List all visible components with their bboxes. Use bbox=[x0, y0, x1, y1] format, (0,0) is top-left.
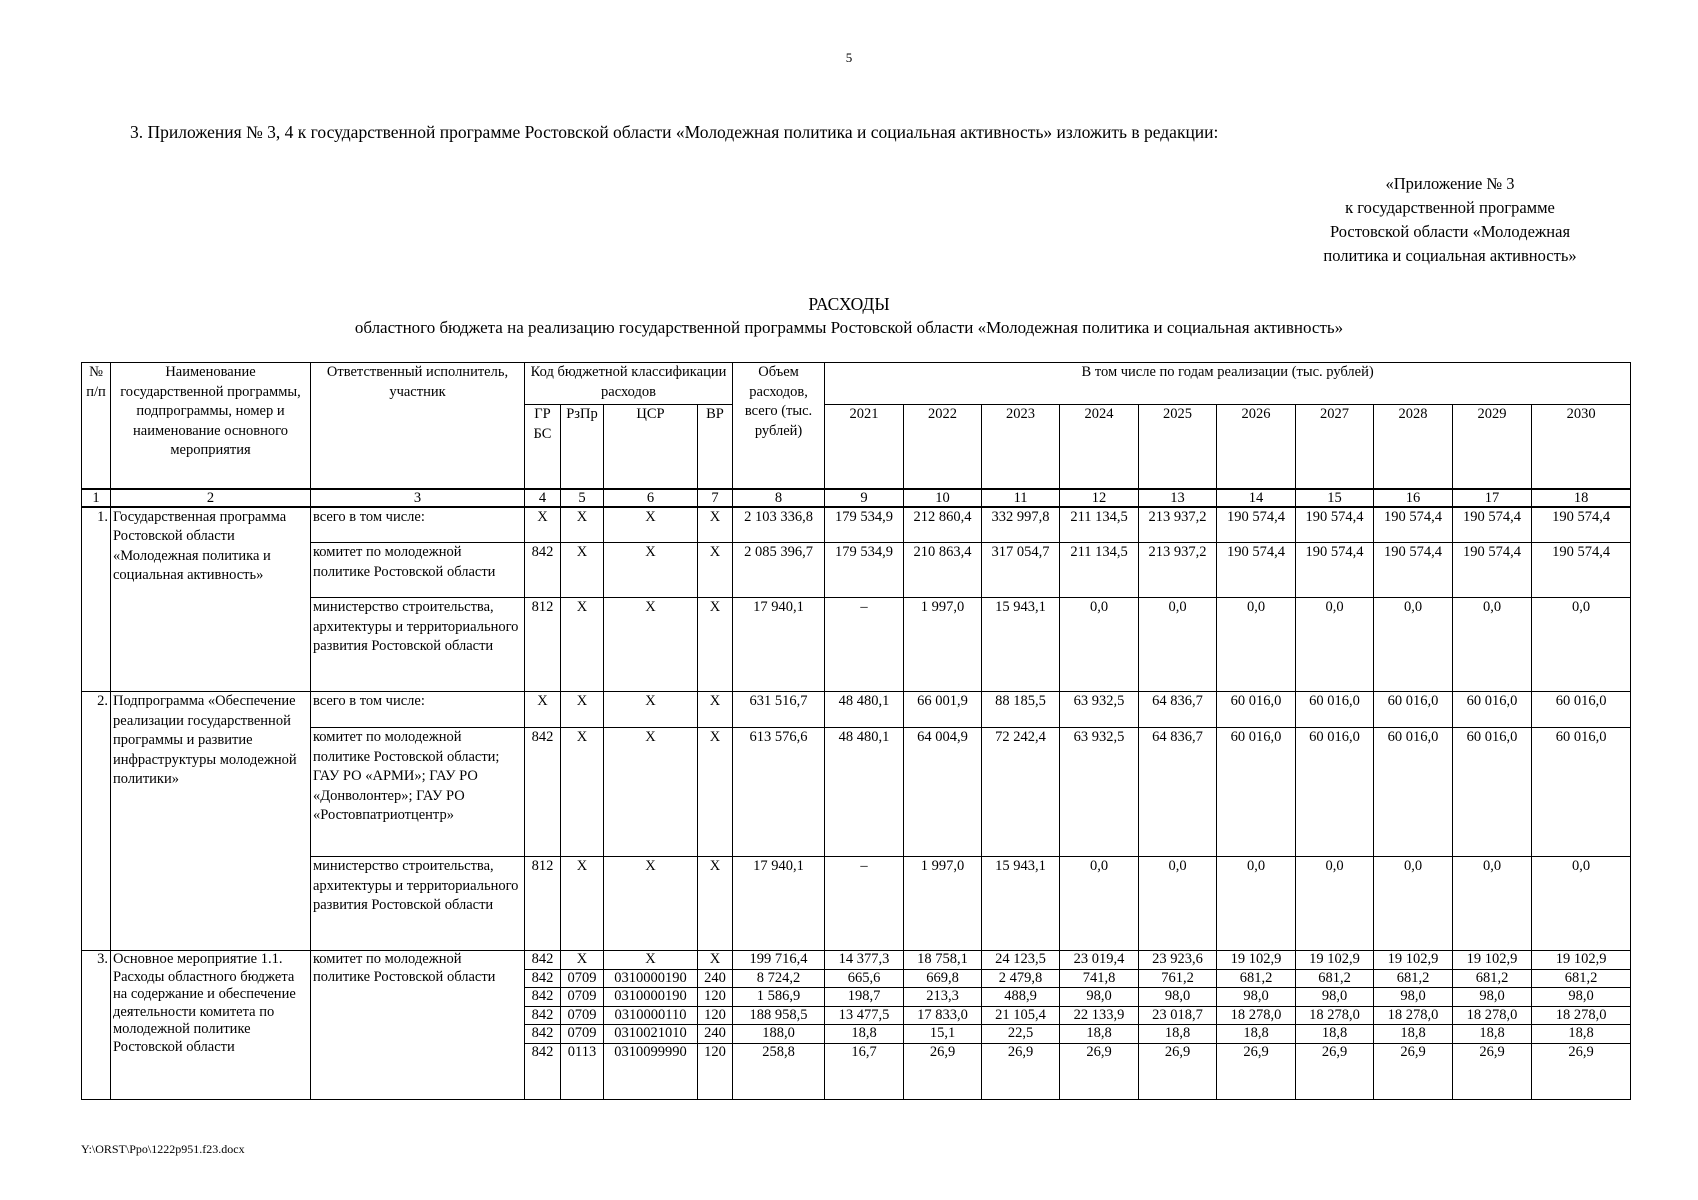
header-rzpr: РзПр bbox=[561, 405, 604, 489]
column-numbers bbox=[82, 489, 1631, 507]
code-csr-cell: 0310000190 bbox=[604, 988, 698, 1007]
year-value-cell: 0,0 bbox=[1139, 598, 1217, 692]
appendix-line: «Приложение № 3 bbox=[1385, 174, 1515, 193]
program-name-cell: Государственная программа Ростовской области «Молодежная политика и социальная активность» bbox=[111, 507, 311, 692]
code-rzpr-cell: Х bbox=[561, 857, 604, 951]
year-value-cell: 190 574,4 bbox=[1296, 543, 1374, 598]
year-value-cell: 26,9 bbox=[982, 1043, 1060, 1099]
year-value-cell: 665,6 bbox=[825, 969, 904, 988]
year-value-cell: 18,8 bbox=[1453, 1025, 1532, 1044]
year-value-cell: 60 016,0 bbox=[1296, 692, 1374, 728]
year-value-cell: 22 133,9 bbox=[1060, 1006, 1139, 1025]
year-value-cell: 179 534,9 bbox=[825, 507, 904, 543]
code-grbs-cell: 842 bbox=[525, 969, 561, 988]
code-rzpr-cell: Х bbox=[561, 598, 604, 692]
year-value-cell: 15 943,1 bbox=[982, 857, 1060, 951]
code-grbs-cell: 842 bbox=[525, 1043, 561, 1099]
year-value-cell: 26,9 bbox=[1060, 1043, 1139, 1099]
budget-table bbox=[81, 362, 1631, 1100]
year-value-cell: 26,9 bbox=[1139, 1043, 1217, 1099]
total-cell: 8 724,2 bbox=[733, 969, 825, 988]
year-value-cell: 190 574,4 bbox=[1532, 543, 1631, 598]
table-row bbox=[82, 951, 1631, 970]
year-value-cell: 98,0 bbox=[1374, 988, 1453, 1007]
year-value-cell: 211 134,5 bbox=[1060, 543, 1139, 598]
table-group-main-event bbox=[82, 951, 1631, 1100]
code-vr-cell: 120 bbox=[698, 988, 733, 1007]
year-value-cell: 60 016,0 bbox=[1453, 692, 1532, 728]
year-value-cell: 63 932,5 bbox=[1060, 728, 1139, 857]
header-vr: ВР bbox=[698, 405, 733, 489]
year-value-cell: 18,8 bbox=[1532, 1025, 1631, 1044]
executor-cell: комитет по молодежной политике Ростовской области; ГАУ РО «АРМИ»; ГАУ РО «Донволонтер»; ГАУ РО «Ростовпатриотцентр» bbox=[311, 728, 525, 857]
year-value-cell: 18 278,0 bbox=[1217, 1006, 1296, 1025]
code-vr-cell: Х bbox=[698, 857, 733, 951]
column-number-cell: 13 bbox=[1139, 489, 1217, 507]
year-value-cell: 179 534,9 bbox=[825, 543, 904, 598]
year-value-cell: 19 102,9 bbox=[1217, 951, 1296, 970]
year-value-cell: 18,8 bbox=[1139, 1025, 1217, 1044]
header-grbs: ГР БС bbox=[525, 405, 561, 489]
code-rzpr-cell: 0709 bbox=[561, 1006, 604, 1025]
code-csr-cell: 0310000190 bbox=[604, 969, 698, 988]
header-years-group: В том числе по годам реализации (тыс. рублей) bbox=[825, 363, 1631, 405]
year-value-cell: 190 574,4 bbox=[1453, 507, 1532, 543]
year-value-cell: 72 242,4 bbox=[982, 728, 1060, 857]
code-csr-cell: 0310099990 bbox=[604, 1043, 698, 1099]
total-cell: 17 940,1 bbox=[733, 598, 825, 692]
year-value-cell: 15,1 bbox=[904, 1025, 982, 1044]
year-value-cell: 98,0 bbox=[1296, 988, 1374, 1007]
year-value-cell: 681,2 bbox=[1296, 969, 1374, 988]
year-value-cell: 0,0 bbox=[1060, 857, 1139, 951]
total-cell: 1 586,9 bbox=[733, 988, 825, 1007]
code-vr-cell: Х bbox=[698, 543, 733, 598]
year-value-cell: 60 016,0 bbox=[1374, 728, 1453, 857]
code-csr-cell: 0310000110 bbox=[604, 1006, 698, 1025]
year-value-cell: 213 937,2 bbox=[1139, 543, 1217, 598]
year-value-cell: 669,8 bbox=[904, 969, 982, 988]
year-value-cell: 198,7 bbox=[825, 988, 904, 1007]
year-value-cell: 210 863,4 bbox=[904, 543, 982, 598]
total-cell: 631 516,7 bbox=[733, 692, 825, 728]
code-grbs-cell: 812 bbox=[525, 857, 561, 951]
year-value-cell: 23 019,4 bbox=[1060, 951, 1139, 970]
column-number-cell: 11 bbox=[982, 489, 1060, 507]
year-value-cell: 681,2 bbox=[1374, 969, 1453, 988]
executor-cell: министерство строительства, архитектуры и территориального развития Ростовской области bbox=[311, 598, 525, 692]
code-grbs-cell: 842 bbox=[525, 1025, 561, 1044]
year-value-cell: 190 574,4 bbox=[1296, 507, 1374, 543]
year-value-cell: 13 477,5 bbox=[825, 1006, 904, 1025]
code-grbs-cell: Х bbox=[525, 507, 561, 543]
table-row bbox=[82, 598, 1631, 692]
column-number-cell: 5 bbox=[561, 489, 604, 507]
code-rzpr-cell: Х bbox=[561, 951, 604, 970]
year-value-cell: 60 016,0 bbox=[1217, 692, 1296, 728]
year-value-cell: 0,0 bbox=[1453, 598, 1532, 692]
header-num: № п/п bbox=[82, 363, 111, 489]
table-header bbox=[82, 363, 1631, 489]
year-value-cell: 0,0 bbox=[1217, 857, 1296, 951]
year-value-cell: 60 016,0 bbox=[1296, 728, 1374, 857]
column-number-cell: 18 bbox=[1532, 489, 1631, 507]
code-vr-cell: Х bbox=[698, 728, 733, 857]
column-number-cell: 7 bbox=[698, 489, 733, 507]
code-grbs-cell: 842 bbox=[525, 543, 561, 598]
code-rzpr-cell: Х bbox=[561, 728, 604, 857]
row-number-cell: 3. bbox=[82, 951, 111, 1100]
year-value-cell: 332 997,8 bbox=[982, 507, 1060, 543]
year-value-cell: 21 105,4 bbox=[982, 1006, 1060, 1025]
column-number-cell: 15 bbox=[1296, 489, 1374, 507]
code-csr-cell: Х bbox=[604, 543, 698, 598]
year-value-cell: 488,9 bbox=[982, 988, 1060, 1007]
year-value-cell: 60 016,0 bbox=[1374, 692, 1453, 728]
column-number-cell: 3 bbox=[311, 489, 525, 507]
code-vr-cell: Х bbox=[698, 692, 733, 728]
year-value-cell: 681,2 bbox=[1453, 969, 1532, 988]
year-value-cell: 18,8 bbox=[825, 1025, 904, 1044]
year-value-cell: 18 278,0 bbox=[1532, 1006, 1631, 1025]
code-rzpr-cell: Х bbox=[561, 507, 604, 543]
code-rzpr-cell: 0113 bbox=[561, 1043, 604, 1099]
row-number-cell: 1. bbox=[82, 507, 111, 692]
year-value-cell: 64 836,7 bbox=[1139, 692, 1217, 728]
total-cell: 188,0 bbox=[733, 1025, 825, 1044]
program-name-cell: Основное мероприятие 1.1. Расходы областного бюджета на содержание и обеспечение деятельности комитета по молодежной политике Ростовской области bbox=[111, 951, 311, 1100]
year-value-cell: 681,2 bbox=[1532, 969, 1631, 988]
year-value-cell: 66 001,9 bbox=[904, 692, 982, 728]
appendix-line: политика и социальная активность» bbox=[1323, 246, 1577, 265]
year-value-cell: 681,2 bbox=[1217, 969, 1296, 988]
total-cell: 258,8 bbox=[733, 1043, 825, 1099]
year-value-cell: 60 016,0 bbox=[1532, 728, 1631, 857]
year-value-cell: 1 997,0 bbox=[904, 598, 982, 692]
year-value-cell: 17 833,0 bbox=[904, 1006, 982, 1025]
code-rzpr-cell: 0709 bbox=[561, 969, 604, 988]
year-value-cell: – bbox=[825, 598, 904, 692]
year-value-cell: 60 016,0 bbox=[1532, 692, 1631, 728]
year-value-cell: 26,9 bbox=[904, 1043, 982, 1099]
code-vr-cell: Х bbox=[698, 507, 733, 543]
header-name: Наименование государственной программы, подпрограммы, номер и наименование основного мероприятия bbox=[111, 363, 311, 489]
year-value-cell: 24 123,5 bbox=[982, 951, 1060, 970]
column-number-cell: 6 bbox=[604, 489, 698, 507]
year-value-cell: 98,0 bbox=[1453, 988, 1532, 1007]
year-value-cell: 0,0 bbox=[1532, 598, 1631, 692]
code-vr-cell: 120 bbox=[698, 1043, 733, 1099]
year-value-cell: 213,3 bbox=[904, 988, 982, 1007]
year-value-cell: 63 932,5 bbox=[1060, 692, 1139, 728]
year-value-cell: 19 102,9 bbox=[1453, 951, 1532, 970]
header-csr: ЦСР bbox=[604, 405, 698, 489]
year-value-cell: 190 574,4 bbox=[1532, 507, 1631, 543]
column-number-cell: 10 bbox=[904, 489, 982, 507]
row-number-cell: 2. bbox=[82, 692, 111, 951]
table-row bbox=[82, 507, 1631, 543]
year-value-cell: 22,5 bbox=[982, 1025, 1060, 1044]
header-volume: Объем расходов, всего (тыс. рублей) bbox=[733, 363, 825, 489]
code-vr-cell: 120 bbox=[698, 1006, 733, 1025]
year-value-cell: 14 377,3 bbox=[825, 951, 904, 970]
year-value-cell: 213 937,2 bbox=[1139, 507, 1217, 543]
total-cell: 17 940,1 bbox=[733, 857, 825, 951]
code-csr-cell: Х bbox=[604, 598, 698, 692]
total-cell: 613 576,6 bbox=[733, 728, 825, 857]
year-value-cell: 98,0 bbox=[1532, 988, 1631, 1007]
year-value-cell: 15 943,1 bbox=[982, 598, 1060, 692]
table-row bbox=[82, 692, 1631, 728]
total-cell: 188 958,5 bbox=[733, 1006, 825, 1025]
code-grbs-cell: Х bbox=[525, 692, 561, 728]
year-value-cell: 98,0 bbox=[1060, 988, 1139, 1007]
executor-cell: министерство строительства, архитектуры и территориального развития Ростовской области bbox=[311, 857, 525, 951]
code-rzpr-cell: Х bbox=[561, 543, 604, 598]
code-csr-cell: Х bbox=[604, 507, 698, 543]
year-value-cell: 26,9 bbox=[1532, 1043, 1631, 1099]
year-value-cell: 26,9 bbox=[1453, 1043, 1532, 1099]
year-value-cell: 18 278,0 bbox=[1374, 1006, 1453, 1025]
program-name-cell: Подпрограмма «Обеспечение реализации государственной программы и развитие инфраструктуры молодежной политики» bbox=[111, 692, 311, 951]
year-value-cell: 212 860,4 bbox=[904, 507, 982, 543]
header-year: 2029 bbox=[1453, 405, 1532, 489]
column-number-cell: 2 bbox=[111, 489, 311, 507]
year-value-cell: 88 185,5 bbox=[982, 692, 1060, 728]
executor-cell: всего в том числе: bbox=[311, 507, 525, 543]
year-value-cell: 741,8 bbox=[1060, 969, 1139, 988]
year-value-cell: 60 016,0 bbox=[1217, 728, 1296, 857]
year-value-cell: 190 574,4 bbox=[1453, 543, 1532, 598]
intro-paragraph: 3. Приложения № 3, 4 к государственной программе Ростовской области «Молодежная политика и социальная активность» изложить в редакции: bbox=[130, 122, 1219, 142]
year-value-cell: 190 574,4 bbox=[1374, 543, 1453, 598]
header-year: 2026 bbox=[1217, 405, 1296, 489]
year-value-cell: 0,0 bbox=[1296, 857, 1374, 951]
year-value-cell: 18,8 bbox=[1374, 1025, 1453, 1044]
year-value-cell: 48 480,1 bbox=[825, 728, 904, 857]
code-csr-cell: Х bbox=[604, 951, 698, 970]
year-value-cell: 60 016,0 bbox=[1453, 728, 1532, 857]
code-grbs-cell: 812 bbox=[525, 598, 561, 692]
header-year: 2025 bbox=[1139, 405, 1217, 489]
year-value-cell: 18 278,0 bbox=[1453, 1006, 1532, 1025]
total-cell: 2 103 336,8 bbox=[733, 507, 825, 543]
appendix-line: Ростовской области «Молодежная bbox=[1329, 222, 1571, 241]
year-value-cell: 64 836,7 bbox=[1139, 728, 1217, 857]
year-value-cell: 18,8 bbox=[1060, 1025, 1139, 1044]
column-number-cell: 12 bbox=[1060, 489, 1139, 507]
code-grbs-cell: 842 bbox=[525, 988, 561, 1007]
year-value-cell: 2 479,8 bbox=[982, 969, 1060, 988]
column-number-cell: 9 bbox=[825, 489, 904, 507]
title-main: РАСХОДЫ bbox=[808, 294, 890, 314]
total-cell: 199 716,4 bbox=[733, 951, 825, 970]
year-value-cell: 26,9 bbox=[1296, 1043, 1374, 1099]
code-grbs-cell: 842 bbox=[525, 728, 561, 857]
page-number: 5 bbox=[845, 50, 853, 65]
code-csr-cell: Х bbox=[604, 857, 698, 951]
header-year: 2023 bbox=[982, 405, 1060, 489]
year-value-cell: 0,0 bbox=[1139, 857, 1217, 951]
year-value-cell: 48 480,1 bbox=[825, 692, 904, 728]
executor-cell: комитет по молодежной политике Ростовской области bbox=[311, 543, 525, 598]
year-value-cell: 64 004,9 bbox=[904, 728, 982, 857]
column-number-cell: 8 bbox=[733, 489, 825, 507]
title-subtitle: областного бюджета на реализацию государственной программы Ростовской области «Молодежная политика и социальная активность» bbox=[354, 318, 1344, 337]
header-year: 2021 bbox=[825, 405, 904, 489]
code-csr-cell: Х bbox=[604, 728, 698, 857]
header-budget-code: Код бюджетной классификации расходов bbox=[525, 363, 733, 405]
code-vr-cell: 240 bbox=[698, 969, 733, 988]
table-group-program bbox=[82, 507, 1631, 692]
executor-cell: всего в том числе: bbox=[311, 692, 525, 728]
year-value-cell: 0,0 bbox=[1217, 598, 1296, 692]
year-value-cell: 211 134,5 bbox=[1060, 507, 1139, 543]
year-value-cell: 0,0 bbox=[1453, 857, 1532, 951]
header-year: 2030 bbox=[1532, 405, 1631, 489]
year-value-cell: 26,9 bbox=[1217, 1043, 1296, 1099]
year-value-cell: 190 574,4 bbox=[1374, 507, 1453, 543]
year-value-cell: 0,0 bbox=[1374, 857, 1453, 951]
year-value-cell: – bbox=[825, 857, 904, 951]
header-year: 2022 bbox=[904, 405, 982, 489]
year-value-cell: 0,0 bbox=[1296, 598, 1374, 692]
code-vr-cell: Х bbox=[698, 598, 733, 692]
year-value-cell: 98,0 bbox=[1217, 988, 1296, 1007]
year-value-cell: 98,0 bbox=[1139, 988, 1217, 1007]
table-row bbox=[82, 857, 1631, 951]
year-value-cell: 19 102,9 bbox=[1532, 951, 1631, 970]
code-grbs-cell: 842 bbox=[525, 951, 561, 970]
year-value-cell: 1 997,0 bbox=[904, 857, 982, 951]
table-group-subprogram bbox=[82, 692, 1631, 951]
year-value-cell: 16,7 bbox=[825, 1043, 904, 1099]
year-value-cell: 190 574,4 bbox=[1217, 543, 1296, 598]
code-grbs-cell: 842 bbox=[525, 1006, 561, 1025]
file-path-footer: Y:\ORST\Ppo\1222p951.f23.docx bbox=[81, 1142, 245, 1156]
year-value-cell: 18 758,1 bbox=[904, 951, 982, 970]
code-vr-cell: 240 bbox=[698, 1025, 733, 1044]
header-executor: Ответственный исполнитель, участник bbox=[311, 363, 525, 489]
year-value-cell: 19 102,9 bbox=[1296, 951, 1374, 970]
code-rzpr-cell: Х bbox=[561, 692, 604, 728]
header-year: 2028 bbox=[1374, 405, 1453, 489]
year-value-cell: 317 054,7 bbox=[982, 543, 1060, 598]
code-csr-cell: 0310021010 bbox=[604, 1025, 698, 1044]
header-year: 2027 bbox=[1296, 405, 1374, 489]
column-number-cell: 17 bbox=[1453, 489, 1532, 507]
year-value-cell: 23 923,6 bbox=[1139, 951, 1217, 970]
year-value-cell: 761,2 bbox=[1139, 969, 1217, 988]
document-title bbox=[0, 292, 1698, 340]
table-row bbox=[82, 728, 1631, 857]
header-year: 2024 bbox=[1060, 405, 1139, 489]
appendix-line: к государственной программе bbox=[1345, 198, 1555, 217]
column-number-cell: 14 bbox=[1217, 489, 1296, 507]
year-value-cell: 19 102,9 bbox=[1374, 951, 1453, 970]
column-number-cell: 1 bbox=[82, 489, 111, 507]
total-cell: 2 085 396,7 bbox=[733, 543, 825, 598]
column-number-cell: 16 bbox=[1374, 489, 1453, 507]
executor-cell: комитет по молодежной политике Ростовской области bbox=[311, 951, 525, 1100]
column-number-cell: 4 bbox=[525, 489, 561, 507]
year-value-cell: 0,0 bbox=[1374, 598, 1453, 692]
table-row bbox=[82, 543, 1631, 598]
year-value-cell: 23 018,7 bbox=[1139, 1006, 1217, 1025]
code-csr-cell: Х bbox=[604, 692, 698, 728]
code-vr-cell: Х bbox=[698, 951, 733, 970]
year-value-cell: 26,9 bbox=[1374, 1043, 1453, 1099]
year-value-cell: 18,8 bbox=[1217, 1025, 1296, 1044]
code-rzpr-cell: 0709 bbox=[561, 1025, 604, 1044]
code-rzpr-cell: 0709 bbox=[561, 988, 604, 1007]
year-value-cell: 0,0 bbox=[1532, 857, 1631, 951]
year-value-cell: 18 278,0 bbox=[1296, 1006, 1374, 1025]
year-value-cell: 18,8 bbox=[1296, 1025, 1374, 1044]
year-value-cell: 0,0 bbox=[1060, 598, 1139, 692]
year-value-cell: 190 574,4 bbox=[1217, 507, 1296, 543]
appendix-reference bbox=[1280, 172, 1620, 268]
